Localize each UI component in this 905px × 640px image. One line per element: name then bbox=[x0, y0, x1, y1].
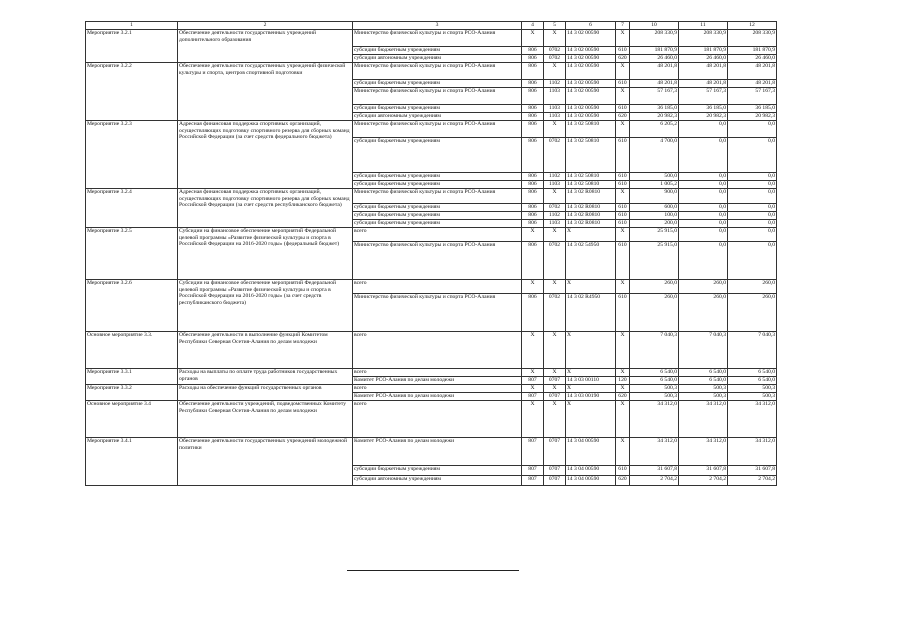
code-section-cell: X bbox=[544, 280, 566, 294]
code-target-cell: 14 3 04 00590 bbox=[566, 466, 616, 476]
code-grbs-cell: X bbox=[522, 228, 544, 242]
value-col11-cell: 26 460,0 bbox=[679, 55, 728, 63]
code-grbs-cell: 806 bbox=[522, 121, 544, 138]
table-row bbox=[86, 63, 777, 80]
code-section-cell: 0702 bbox=[544, 242, 566, 280]
code-section-cell: 0702 bbox=[544, 55, 566, 63]
value-col10-cell: 26 460,0 bbox=[630, 55, 679, 63]
header-row bbox=[86, 22, 777, 30]
code-grbs-cell: 806 bbox=[522, 212, 544, 220]
executor-cell: субсидии автономным учреждениям bbox=[353, 476, 522, 486]
measure-description-cell: Обеспечение деятельности государственных учреждений физической культуры и спорта, центров спортивной подготовки bbox=[178, 63, 353, 121]
value-col10-cell: 57 167,3 bbox=[630, 88, 679, 105]
value-col10-cell: 36 185,0 bbox=[630, 105, 679, 113]
value-col12-cell: 0,0 bbox=[728, 220, 777, 228]
measure-name-cell: Мероприятие 3.2.2 bbox=[86, 63, 178, 121]
value-col11-cell: 0,0 bbox=[679, 121, 728, 138]
value-col11-cell: 34 312,0 bbox=[679, 438, 728, 466]
code-grbs-cell: 806 bbox=[522, 242, 544, 280]
code-type-cell: 610 bbox=[616, 47, 630, 55]
executor-cell: субсидии бюджетным учреждениям bbox=[353, 181, 522, 189]
code-target-cell: 14 3 02 00590 bbox=[566, 80, 616, 88]
code-grbs-cell: 806 bbox=[522, 173, 544, 181]
value-col10-cell: 260,0 bbox=[630, 280, 679, 294]
code-section-cell: X bbox=[544, 401, 566, 438]
header-cell: 3 bbox=[353, 22, 522, 30]
code-section-cell: 0702 bbox=[544, 294, 566, 332]
code-target-cell: 14 3 02 50810 bbox=[566, 181, 616, 189]
table-row bbox=[86, 30, 777, 47]
code-target-cell: 14 3 02 00590 bbox=[566, 47, 616, 55]
value-col11-cell: 260,0 bbox=[679, 294, 728, 332]
executor-cell: всего bbox=[353, 228, 522, 242]
code-type-cell: 120 bbox=[616, 377, 630, 385]
value-col11-cell: 260,0 bbox=[679, 280, 728, 294]
code-grbs-cell: X bbox=[522, 385, 544, 393]
code-target-cell: 14 3 02 00590 bbox=[566, 63, 616, 80]
header-cell: 5 bbox=[544, 22, 566, 30]
code-grbs-cell: 807 bbox=[522, 466, 544, 476]
value-col12-cell: 0,0 bbox=[728, 204, 777, 212]
code-section-cell: 0702 bbox=[544, 138, 566, 173]
code-section-cell: X bbox=[544, 189, 566, 204]
code-grbs-cell: 807 bbox=[522, 393, 544, 401]
code-target-cell: 14 3 02 00590 bbox=[566, 105, 616, 113]
value-col12-cell: 181 870,9 bbox=[728, 47, 777, 55]
code-type-cell: 610 bbox=[616, 242, 630, 280]
value-col11-cell: 0,0 bbox=[679, 204, 728, 212]
executor-cell: субсидии бюджетным учреждениям bbox=[353, 173, 522, 181]
code-type-cell: X bbox=[616, 401, 630, 438]
code-section-cell: 0707 bbox=[544, 466, 566, 476]
value-col11-cell: 0,0 bbox=[679, 181, 728, 189]
code-target-cell: 14 3 03 00110 bbox=[566, 377, 616, 385]
code-grbs-cell: 806 bbox=[522, 113, 544, 121]
executor-cell: субсидии бюджетным учреждениям bbox=[353, 80, 522, 88]
value-col10-cell: 500,0 bbox=[630, 173, 679, 181]
code-target-cell: 14 3 02 R0810 bbox=[566, 220, 616, 228]
value-col10-cell: 6 540,0 bbox=[630, 369, 679, 377]
table-row bbox=[86, 189, 777, 204]
executor-cell: Министерство физической культуры и спорта РСО-Алания bbox=[353, 63, 522, 80]
code-type-cell: 610 bbox=[616, 204, 630, 212]
value-col12-cell: 31 607,8 bbox=[728, 466, 777, 476]
code-type-cell: 610 bbox=[616, 181, 630, 189]
code-target-cell: 14 3 02 R0810 bbox=[566, 204, 616, 212]
value-col11-cell: 20 982,3 bbox=[679, 113, 728, 121]
table-body bbox=[86, 30, 777, 486]
executor-cell: Комитет РСО-Алания по делам молодежи bbox=[353, 393, 522, 401]
code-grbs-cell: 806 bbox=[522, 55, 544, 63]
code-target-cell: 14 3 02 00590 bbox=[566, 55, 616, 63]
code-type-cell: 610 bbox=[616, 294, 630, 332]
header-cell: 2 bbox=[178, 22, 353, 30]
code-section-cell: 1102 bbox=[544, 173, 566, 181]
value-col10-cell: 200,0 bbox=[630, 220, 679, 228]
measure-name-cell: Мероприятие 3.2.5 bbox=[86, 228, 178, 280]
code-type-cell: 620 bbox=[616, 393, 630, 401]
value-col12-cell: 0,0 bbox=[728, 212, 777, 220]
code-type-cell: 620 bbox=[616, 55, 630, 63]
code-section-cell: 1103 bbox=[544, 105, 566, 113]
executor-cell: Министерство физической культуры и спорта РСО-Алания bbox=[353, 30, 522, 47]
executor-cell: Министерство физической культуры и спорта РСО-Алания bbox=[353, 121, 522, 138]
code-section-cell: 0707 bbox=[544, 438, 566, 466]
value-col12-cell: 6 540,0 bbox=[728, 369, 777, 377]
value-col11-cell: 500,3 bbox=[679, 385, 728, 393]
executor-cell: Министерство физической культуры и спорта РСО-Алания bbox=[353, 88, 522, 105]
code-target-cell: 14 3 02 00590 bbox=[566, 113, 616, 121]
value-col11-cell: 7 040,3 bbox=[679, 332, 728, 369]
code-type-cell: X bbox=[616, 228, 630, 242]
code-grbs-cell: 807 bbox=[522, 438, 544, 466]
executor-cell: субсидии автономным учреждениям bbox=[353, 113, 522, 121]
value-col10-cell: 6 540,0 bbox=[630, 377, 679, 385]
measure-description-cell: Обеспечение деятельности государственных учреждений дополнительного образования bbox=[178, 30, 353, 63]
value-col10-cell: 500,3 bbox=[630, 385, 679, 393]
table-row bbox=[86, 228, 777, 242]
executor-cell: субсидии бюджетным учреждениям bbox=[353, 466, 522, 476]
value-col12-cell: 0,0 bbox=[728, 181, 777, 189]
measure-name-cell: Мероприятие 3.2.6 bbox=[86, 280, 178, 332]
executor-cell: всего bbox=[353, 385, 522, 393]
value-col10-cell: 34 312,0 bbox=[630, 401, 679, 438]
value-col12-cell: 48 201,8 bbox=[728, 80, 777, 88]
measure-name-cell: Мероприятие 3.2.1 bbox=[86, 30, 178, 63]
code-target-cell: X bbox=[566, 385, 616, 393]
code-type-cell: 610 bbox=[616, 138, 630, 173]
value-col10-cell: 181 870,9 bbox=[630, 47, 679, 55]
code-section-cell: X bbox=[544, 30, 566, 47]
value-col10-cell: 600,0 bbox=[630, 204, 679, 212]
value-col12-cell: 48 201,8 bbox=[728, 63, 777, 80]
value-col10-cell: 7 040,3 bbox=[630, 332, 679, 369]
code-target-cell: X bbox=[566, 280, 616, 294]
measure-name-cell: Основное мероприятие 3.4 bbox=[86, 401, 178, 438]
value-col11-cell: 0,0 bbox=[679, 212, 728, 220]
table-row bbox=[86, 438, 777, 466]
value-col11-cell: 0,0 bbox=[679, 228, 728, 242]
code-type-cell: 620 bbox=[616, 113, 630, 121]
code-section-cell: X bbox=[544, 369, 566, 377]
code-target-cell: X bbox=[566, 401, 616, 438]
code-target-cell: 14 3 04 00590 bbox=[566, 438, 616, 466]
code-target-cell: 14 3 02 50810 bbox=[566, 173, 616, 181]
code-type-cell: X bbox=[616, 332, 630, 369]
value-col12-cell: 0,0 bbox=[728, 173, 777, 181]
value-col12-cell: 0,0 bbox=[728, 242, 777, 280]
value-col12-cell: 20 982,3 bbox=[728, 113, 777, 121]
code-type-cell: X bbox=[616, 280, 630, 294]
value-col12-cell: 2 704,2 bbox=[728, 476, 777, 486]
value-col11-cell: 181 870,9 bbox=[679, 47, 728, 55]
value-col10-cell: 100,0 bbox=[630, 212, 679, 220]
code-target-cell: 14 3 02 R0810 bbox=[566, 189, 616, 204]
value-col10-cell: 4 700,0 bbox=[630, 138, 679, 173]
code-target-cell: X bbox=[566, 228, 616, 242]
value-col11-cell: 0,0 bbox=[679, 189, 728, 204]
code-grbs-cell: 807 bbox=[522, 377, 544, 385]
code-section-cell: 1103 bbox=[544, 113, 566, 121]
executor-cell: субсидии бюджетным учреждениям bbox=[353, 212, 522, 220]
measure-name-cell: Мероприятие 3.3.1 bbox=[86, 369, 178, 385]
value-col10-cell: 48 201,8 bbox=[630, 63, 679, 80]
value-col10-cell: 20 982,3 bbox=[630, 113, 679, 121]
measure-description-cell: Обеспечение деятельности учреждений, подведомственных Комитету Республики Северная Осетия-Алания по делам молодежи bbox=[178, 401, 353, 438]
value-col12-cell: 36 185,0 bbox=[728, 105, 777, 113]
code-grbs-cell: 806 bbox=[522, 189, 544, 204]
code-grbs-cell: 806 bbox=[522, 105, 544, 113]
value-col12-cell: 0,0 bbox=[728, 138, 777, 173]
code-section-cell: 0702 bbox=[544, 204, 566, 212]
code-type-cell: 610 bbox=[616, 220, 630, 228]
code-grbs-cell: 806 bbox=[522, 63, 544, 80]
value-col11-cell: 2 704,2 bbox=[679, 476, 728, 486]
value-col12-cell: 6 540,0 bbox=[728, 377, 777, 385]
value-col10-cell: 1 005,2 bbox=[630, 181, 679, 189]
value-col11-cell: 34 312,0 bbox=[679, 401, 728, 438]
value-col12-cell: 7 040,3 bbox=[728, 332, 777, 369]
code-section-cell: X bbox=[544, 332, 566, 369]
value-col10-cell: 260,0 bbox=[630, 294, 679, 332]
value-col10-cell: 2 704,2 bbox=[630, 476, 679, 486]
code-section-cell: X bbox=[544, 121, 566, 138]
value-col10-cell: 6 205,2 bbox=[630, 121, 679, 138]
executor-cell: всего bbox=[353, 280, 522, 294]
code-grbs-cell: X bbox=[522, 401, 544, 438]
code-section-cell: 1103 bbox=[544, 220, 566, 228]
value-col12-cell: 500,3 bbox=[728, 393, 777, 401]
code-target-cell: 14 3 02 50810 bbox=[566, 138, 616, 173]
code-grbs-cell: 806 bbox=[522, 220, 544, 228]
code-section-cell: 0707 bbox=[544, 377, 566, 385]
measure-description-cell: Расходы на выплаты по оплате труда работников государственных органов bbox=[178, 369, 353, 385]
header-cell: 10 bbox=[630, 22, 679, 30]
table-row bbox=[86, 385, 777, 393]
code-grbs-cell: 806 bbox=[522, 138, 544, 173]
value-col11-cell: 48 201,8 bbox=[679, 80, 728, 88]
code-grbs-cell: 806 bbox=[522, 294, 544, 332]
code-grbs-cell: 806 bbox=[522, 88, 544, 105]
value-col10-cell: 34 312,0 bbox=[630, 438, 679, 466]
table-row bbox=[86, 369, 777, 377]
value-col10-cell: 208 330,9 bbox=[630, 30, 679, 47]
measure-name-cell: Основное мероприятие 3.3. bbox=[86, 332, 178, 369]
code-type-cell: 610 bbox=[616, 466, 630, 476]
code-type-cell: 610 bbox=[616, 212, 630, 220]
value-col12-cell: 260,0 bbox=[728, 294, 777, 332]
value-col11-cell: 0,0 bbox=[679, 173, 728, 181]
value-col12-cell: 500,3 bbox=[728, 385, 777, 393]
code-section-cell: 1103 bbox=[544, 88, 566, 105]
table-row bbox=[86, 401, 777, 438]
header-cell: 7 bbox=[616, 22, 630, 30]
code-target-cell: 14 3 03 00190 bbox=[566, 393, 616, 401]
code-type-cell: X bbox=[616, 189, 630, 204]
code-target-cell: 14 3 02 00590 bbox=[566, 88, 616, 105]
header-cell: 12 bbox=[728, 22, 777, 30]
code-type-cell: X bbox=[616, 385, 630, 393]
value-col12-cell: 34 312,0 bbox=[728, 401, 777, 438]
code-type-cell: 620 bbox=[616, 476, 630, 486]
value-col11-cell: 6 540,0 bbox=[679, 377, 728, 385]
measure-description-cell: Обеспечение деятельности государственных учреждений молодежной политики bbox=[178, 438, 353, 486]
table-row bbox=[86, 332, 777, 369]
code-target-cell: 14 3 02 R0810 bbox=[566, 212, 616, 220]
budget-table bbox=[85, 21, 777, 486]
value-col11-cell: 208 330,9 bbox=[679, 30, 728, 47]
code-section-cell: 0702 bbox=[544, 47, 566, 55]
measure-description-cell: Субсидии на финансовое обеспечение мероприятий Федеральной целевой программы «Развитие физической культуры и спорта в Российской Федерации на 2016-2020 годы» (федеральный бюджет) bbox=[178, 228, 353, 280]
executor-cell: всего bbox=[353, 332, 522, 369]
value-col10-cell: 900,0 bbox=[630, 189, 679, 204]
value-col12-cell: 0,0 bbox=[728, 121, 777, 138]
value-col10-cell: 31 607,8 bbox=[630, 466, 679, 476]
measure-description-cell: Обеспечение деятельности в выполнение функций Комитетом Республики Северная Осетия-Алания по делам молодежи bbox=[178, 332, 353, 369]
value-col10-cell: 25 915,0 bbox=[630, 242, 679, 280]
code-type-cell: X bbox=[616, 30, 630, 47]
value-col11-cell: 31 607,8 bbox=[679, 466, 728, 476]
value-col11-cell: 6 540,0 bbox=[679, 369, 728, 377]
code-section-cell: X bbox=[544, 385, 566, 393]
executor-cell: Министерство физической культуры и спорта РСО-Алания bbox=[353, 242, 522, 280]
value-col12-cell: 26 460,0 bbox=[728, 55, 777, 63]
header-cell: 1 bbox=[86, 22, 178, 30]
executor-cell: субсидии автономным учреждениям bbox=[353, 55, 522, 63]
value-col11-cell: 0,0 bbox=[679, 242, 728, 280]
code-type-cell: X bbox=[616, 63, 630, 80]
code-type-cell: X bbox=[616, 88, 630, 105]
code-type-cell: 610 bbox=[616, 105, 630, 113]
value-col12-cell: 260,0 bbox=[728, 280, 777, 294]
value-col11-cell: 0,0 bbox=[679, 138, 728, 173]
footer-rule bbox=[347, 570, 519, 571]
value-col10-cell: 25 915,0 bbox=[630, 228, 679, 242]
code-section-cell: 1103 bbox=[544, 181, 566, 189]
code-grbs-cell: X bbox=[522, 280, 544, 294]
executor-cell: Комитет РСО-Алания по делам молодежи bbox=[353, 438, 522, 466]
code-target-cell: 14 3 02 54950 bbox=[566, 242, 616, 280]
measure-name-cell: Мероприятие 3.2.3 bbox=[86, 121, 178, 189]
code-type-cell: X bbox=[616, 121, 630, 138]
code-grbs-cell: 806 bbox=[522, 80, 544, 88]
value-col10-cell: 500,3 bbox=[630, 393, 679, 401]
code-target-cell: X bbox=[566, 332, 616, 369]
value-col12-cell: 0,0 bbox=[728, 228, 777, 242]
code-grbs-cell: 806 bbox=[522, 181, 544, 189]
value-col11-cell: 57 167,3 bbox=[679, 88, 728, 105]
code-section-cell: 0707 bbox=[544, 476, 566, 486]
measure-description-cell: Адресная финансовая поддержка спортивных организаций, осуществляющих подготовку спортивного резерва для сборных команд Российской Федерации (за счет средств федерального бюджета) bbox=[178, 121, 353, 189]
executor-cell: субсидии бюджетным учреждениям bbox=[353, 220, 522, 228]
code-section-cell: 1102 bbox=[544, 80, 566, 88]
code-grbs-cell: 806 bbox=[522, 47, 544, 55]
executor-cell: Министерство физической культуры и спорта РСО-Алания bbox=[353, 294, 522, 332]
value-col10-cell: 48 201,8 bbox=[630, 80, 679, 88]
executor-cell: Комитет РСО-Алания по делам молодежи bbox=[353, 377, 522, 385]
measure-description-cell: Субсидии на финансовое обеспечение мероприятий Федеральной целевой программы «Развитие физической культуры и спорта в Российской Федерации на 2016-2020 годы» (за счет средств республиканского бюджета) bbox=[178, 280, 353, 332]
code-target-cell: X bbox=[566, 369, 616, 377]
code-section-cell: X bbox=[544, 63, 566, 80]
header-cell: 11 bbox=[679, 22, 728, 30]
executor-cell: субсидии бюджетным учреждениям bbox=[353, 138, 522, 173]
value-col12-cell: 57 167,3 bbox=[728, 88, 777, 105]
code-type-cell: 610 bbox=[616, 80, 630, 88]
executor-cell: субсидии бюджетным учреждениям bbox=[353, 204, 522, 212]
header-cell: 4 bbox=[522, 22, 544, 30]
executor-cell: Министерство физической культуры и спорта РСО-Алания bbox=[353, 189, 522, 204]
code-target-cell: 14 3 02 R4950 bbox=[566, 294, 616, 332]
value-col11-cell: 500,3 bbox=[679, 393, 728, 401]
value-col12-cell: 0,0 bbox=[728, 189, 777, 204]
value-col11-cell: 36 185,0 bbox=[679, 105, 728, 113]
measure-description-cell: Адресная финансовая поддержка спортивных организаций, осуществляющих подготовку спортивного резерва для сборных команд Российской Федерации (за счет средств республиканского бюджета) bbox=[178, 189, 353, 228]
code-target-cell: 14 3 02 50810 bbox=[566, 121, 616, 138]
executor-cell: субсидии бюджетным учреждениям bbox=[353, 47, 522, 55]
executor-cell: всего bbox=[353, 369, 522, 377]
code-grbs-cell: 807 bbox=[522, 476, 544, 486]
code-grbs-cell: X bbox=[522, 369, 544, 377]
executor-cell: всего bbox=[353, 401, 522, 438]
value-col11-cell: 0,0 bbox=[679, 220, 728, 228]
table-row bbox=[86, 121, 777, 138]
table-header bbox=[86, 22, 777, 30]
header-cell: 6 bbox=[566, 22, 616, 30]
measure-name-cell: Мероприятие 3.3.2 bbox=[86, 385, 178, 401]
measure-name-cell: Мероприятие 3.2.4 bbox=[86, 189, 178, 228]
code-type-cell: 610 bbox=[616, 173, 630, 181]
code-grbs-cell: X bbox=[522, 30, 544, 47]
code-grbs-cell: 806 bbox=[522, 204, 544, 212]
code-type-cell: X bbox=[616, 438, 630, 466]
code-grbs-cell: X bbox=[522, 332, 544, 369]
code-target-cell: 14 3 02 00590 bbox=[566, 30, 616, 47]
value-col12-cell: 34 312,0 bbox=[728, 438, 777, 466]
code-section-cell: X bbox=[544, 228, 566, 242]
executor-cell: субсидии бюджетным учреждениям bbox=[353, 105, 522, 113]
table-row bbox=[86, 280, 777, 294]
code-section-cell: 0707 bbox=[544, 393, 566, 401]
measure-name-cell: Мероприятие 3.4.1 bbox=[86, 438, 178, 486]
code-type-cell: X bbox=[616, 369, 630, 377]
value-col11-cell: 48 201,8 bbox=[679, 63, 728, 80]
code-section-cell: 1102 bbox=[544, 212, 566, 220]
measure-description-cell: Расходы на обеспечение функций государственных органов bbox=[178, 385, 353, 401]
value-col12-cell: 208 330,9 bbox=[728, 30, 777, 47]
code-target-cell: 14 3 04 00590 bbox=[566, 476, 616, 486]
